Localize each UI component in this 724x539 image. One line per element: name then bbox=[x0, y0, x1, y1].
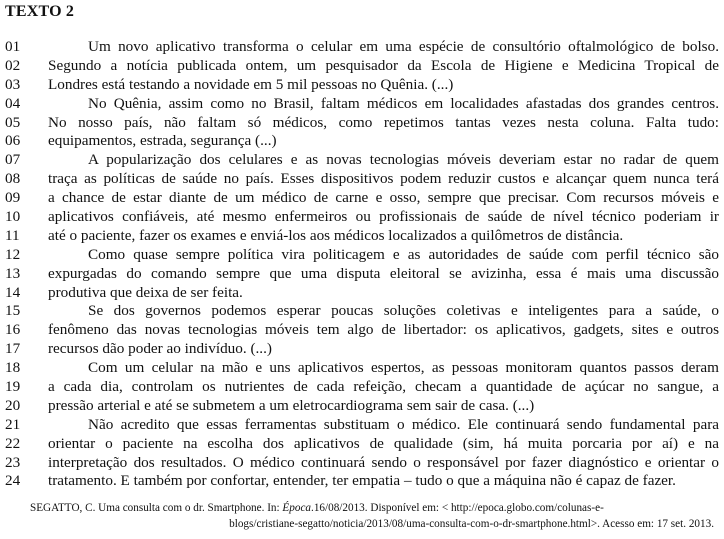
line-text: produtiva que deixa de ser feita. bbox=[48, 283, 243, 301]
line-number: 14 bbox=[5, 283, 21, 301]
citation-line-2[interactable]: blogs/cristiane-segatto/noticia/2013/08/uma-consulta-com-o-dr-smartphone.html>. Acesso em: 17 set. 2013. bbox=[229, 518, 714, 530]
line-number: 01 bbox=[5, 38, 21, 55]
line-text: Segundo a notícia publicada ontem, um pesquisador da Escola de Higiene e Medicina Tropical de bbox=[48, 56, 719, 74]
line-number: 05 bbox=[5, 113, 21, 131]
line-number: 21 bbox=[5, 415, 21, 433]
citation-line-1 bbox=[30, 500, 714, 516]
line-number: 03 bbox=[5, 75, 21, 93]
text-line bbox=[5, 208, 719, 227]
text-line bbox=[5, 378, 719, 397]
text-line bbox=[5, 284, 719, 303]
line-number: 06 bbox=[5, 132, 21, 150]
line-number: 04 bbox=[5, 94, 21, 112]
text-line bbox=[5, 265, 719, 284]
line-text: Um novo aplicativo transforma o celular em uma espécie de consultório oftalmológico de bolso. bbox=[88, 38, 719, 55]
line-number: 10 bbox=[5, 208, 21, 226]
text-line bbox=[5, 454, 719, 473]
document-heading: TEXTO 2 bbox=[5, 3, 75, 20]
line-text: aplicativos confiáveis, até mesmo enfermeiros ou profissionais de saúde de nível técnico poderiam ir bbox=[48, 208, 719, 226]
text-line bbox=[5, 227, 719, 246]
line-number: 19 bbox=[5, 378, 21, 396]
line-text: a cada dia, controlam os nutrientes de cada refeição, checam a quantidade de açúcar no sangue, a bbox=[48, 378, 719, 396]
text-line bbox=[5, 57, 719, 76]
line-number: 23 bbox=[5, 453, 21, 471]
line-text: até o paciente, fazer os exames e enviá-los aos médicos localizados a quilômetros de distância. bbox=[48, 226, 624, 244]
line-number: 08 bbox=[5, 170, 21, 188]
text-line bbox=[5, 302, 719, 321]
text-line bbox=[5, 246, 719, 265]
text-line bbox=[5, 416, 719, 435]
line-number: 17 bbox=[5, 340, 21, 358]
text-line bbox=[5, 170, 719, 189]
line-number: 07 bbox=[5, 151, 21, 169]
line-text: No nosso país, não faltam só médicos, como repetimos tantas vezes nesta coluna. Falta tudo: bbox=[48, 113, 719, 131]
text-line bbox=[5, 132, 719, 151]
text-line bbox=[5, 435, 719, 454]
text-line bbox=[5, 76, 719, 95]
line-text: a chance de estar diante de um médico de carne e osso, sempre que precisar. Com recursos móveis e bbox=[48, 189, 719, 207]
line-text: interpretação dos resultados. O médico continuará sendo o responsável por fazer diagnóstico e orientar o bbox=[48, 453, 719, 471]
line-text: expurgadas do comando sempre que uma disputa eleitoral se avizinha, essa é mais uma discussão bbox=[48, 264, 719, 282]
text-line bbox=[5, 114, 719, 133]
text-line bbox=[5, 340, 719, 359]
source-citation bbox=[30, 500, 714, 532]
line-number: 24 bbox=[5, 472, 21, 490]
line-text: recursos dão poder ao indivíduo. (...) bbox=[48, 340, 272, 358]
line-text: Não acredito que essas ferramentas substituam o médico. Ele continuará sendo fundamental para bbox=[88, 415, 719, 433]
text-line bbox=[5, 472, 719, 491]
line-number: 16 bbox=[5, 321, 21, 339]
line-text: traça as políticas de saúde no país. Esses dispositivos podem reduzir custos e alcançar quem nunca terá bbox=[48, 170, 719, 188]
line-number: 09 bbox=[5, 189, 21, 207]
line-text: fenômeno das novas tecnologias móveis tem algo de libertador: os aplicativos, gadgets, sites e outros bbox=[48, 321, 719, 339]
text-line bbox=[5, 359, 719, 378]
text-line bbox=[5, 397, 719, 416]
line-text: orientar o paciente na escolha dos aplicativos de qualidade (sim, há muita porcaria por aí) e na bbox=[48, 434, 719, 452]
journal-title: Época bbox=[282, 502, 312, 514]
text-line bbox=[5, 151, 719, 170]
line-text: equipamentos, estrada, segurança (...) bbox=[48, 132, 277, 150]
line-text: Como quase sempre política vira politicagem e as autoridades de saúde com perfil técnico são bbox=[88, 245, 719, 263]
line-text: tratamento. E também por confortar, entender, ter empatia – tudo o que a máquina não é capaz de fazer. bbox=[48, 472, 676, 490]
line-number: 02 bbox=[5, 56, 21, 74]
line-number: 20 bbox=[5, 396, 21, 414]
line-text: Com um celular na mão e uns aplicativos espertos, as pessoas monitoram quantos passos deram bbox=[88, 359, 719, 377]
line-text: No Quênia, assim como no Brasil, faltam médicos em localidades afastadas dos grandes centros. bbox=[88, 94, 719, 112]
text-line bbox=[5, 321, 719, 340]
text-line bbox=[5, 38, 719, 57]
text-line bbox=[5, 95, 719, 114]
line-number: 15 bbox=[5, 302, 21, 320]
citation-text: SEGATTO, C. Uma consulta com o dr. Smartphone. In: bbox=[30, 502, 283, 514]
line-number: 18 bbox=[5, 359, 21, 377]
citation-url-start[interactable]: .16/08/2013. Disponível em: < http://epoca.globo.com/colunas-e- bbox=[311, 502, 604, 514]
text-line bbox=[5, 189, 719, 208]
line-text: pressão arterial e até se submetem a um eletrocardiograma sem sair de casa. (...) bbox=[48, 396, 535, 414]
numbered-text bbox=[5, 38, 719, 491]
line-number: 22 bbox=[5, 434, 21, 452]
line-number: 13 bbox=[5, 264, 21, 282]
line-text: A popularização dos celulares e as novas tecnologias móveis deveriam estar no radar de quem bbox=[88, 151, 719, 169]
line-text: Londres está testando a novidade em 5 mil pessoas no Quênia. (...) bbox=[48, 75, 454, 93]
line-text: Se dos governos podemos esperar poucas soluções coletivas e inteligentes para a saúde, o bbox=[88, 302, 719, 320]
line-number: 11 bbox=[5, 226, 20, 244]
line-number: 12 bbox=[5, 245, 21, 263]
